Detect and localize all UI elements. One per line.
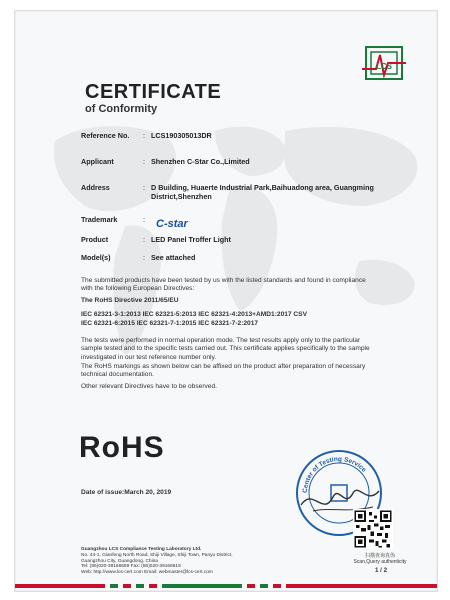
rohs-directive: The RoHS Directive 2011/65/EU [81, 297, 179, 304]
c-star-trademark-logo [155, 216, 201, 230]
decorative-bottom-stripe [15, 581, 437, 591]
certificate-subtitle: of Conformity [85, 103, 158, 115]
compliance-statement: The submitted products have been tested by us with the listed standards and found in compliance with the following European Directives: [81, 277, 366, 293]
date-of-issue: Date of issue:March 20, 2019 [81, 489, 172, 496]
test-statement: The tests were performed in normal operation mode. The test results apply only to the particular sample tested and to the specific tests carried out. This certificate applies specifically to the sample investigated in our test reference number only. [81, 337, 370, 361]
page-number: 1 / 2 [375, 567, 388, 574]
logo-lettering: LCS [376, 62, 392, 71]
qr-caption: 扫描查询真伪 Scan,Query authenticity [353, 553, 407, 565]
rohs-mark: RoHS [79, 431, 165, 464]
standard-line-2: IEC 62321-6:2015 IEC 62321-7-1:2015 IEC 62321-7-2:2017 [81, 320, 259, 327]
marking-statement: The RoHS markings as shown below can be affixed on the product after preparation of necessary technical documentation. [81, 363, 366, 379]
lcs-logo [360, 45, 408, 85]
authenticity-qr-code[interactable] [353, 509, 393, 549]
seal-lettering: Center of Testing Service [301, 455, 368, 494]
lab-contact-footer: Guangzhou LCS Compliance Testing Laboratory Ltd. No. 44-1, Gianfeng North Road, Shiji Village, Shiji Town, Panyu District, Guangzhou City, Guangdong, China Tel: (86)020-39166689 Fax: (86)020-39166619 Web: http://www.lcs-cert.com Email: webmaster@lcs-cert.com [81, 547, 233, 576]
standard-line-1: IEC 62321-3-1:2013 IEC 62321-5:2013 IEC 62321-4:2013+AMD1:2017 CSV [81, 311, 307, 318]
other-directives-statement: Other relevant Directives have to be observed. [81, 383, 217, 390]
certificate-title: CERTIFICATE [85, 81, 222, 103]
svg-text:C-star: C-star [156, 218, 188, 230]
certificate-page: LCS CERTIFICATE of Conformity Reference No. : LCS190305013DR Applicant : Shenzhen C-Star Co.,Limited Address : D Building, Huaerte Industrial Park,Baihuadong area, Guangming District,Shenzhen Trademark : C-star Product : LED Panel Troffer Light Model(s) : See attached The submitted products have been tested by us with the listed standards and found in compliance with the following European Directives: The RoHS Directive 2011/65/EU IEC 62321-3-1:2013 IEC 62321-5:2013 IEC 62321-4:2013+AMD1:2017 CSV IEC 62321-6:2015 IEC 62321-7-1:2015 IEC 62321-7-2:2017 The tests were performed in normal operation mode. The test results apply only to the particular sample tested and to the specific tests carried out. This certificate applies specifically to the sample investigated in our test reference number only. The RoHS markings as shown below can be affixed on the product after preparation of necessary technical documentation. Other relevant Directives have to be observed. RoHS Date of issue:March 20, 2019 Center of Testing Service 扫描查询真伪 Scan,Query authenticity 1 / 2 Guangzhou LCS Compliance Testing Laboratory Ltd. No. 44-1, Gianfeng North Road, Shiji Village, Shiji Town, Panyu District, Guangzhou City, Guangdong, China Tel: (86)020-39166689 Fax: (86)020-39166619 Web: http://www.lcs-cert.com Email: webmaster@lcs-cert.com [14, 10, 438, 592]
